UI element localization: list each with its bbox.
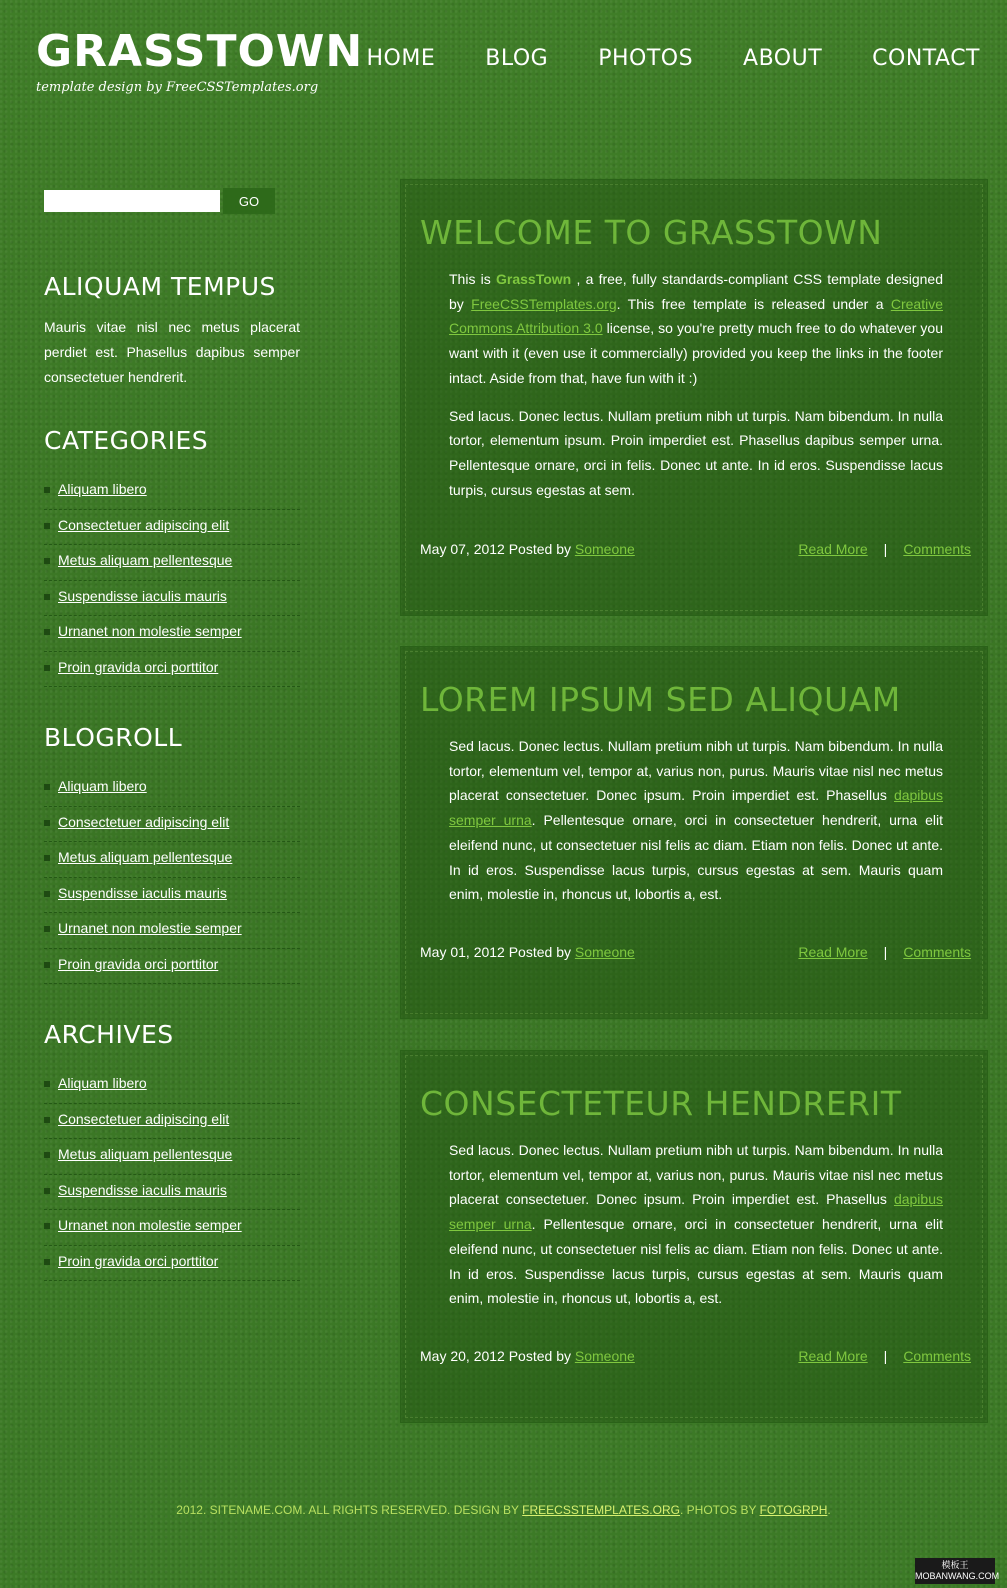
blogroll-link[interactable]: Proin gravida orci porttitor <box>58 955 219 972</box>
site-subtitle: template design by FreeCSSTemplates.org <box>36 80 319 95</box>
post-title[interactable]: LOREM IPSUM SED ALIQUAM <box>420 680 901 719</box>
post-links <box>798 541 971 557</box>
footer-design-link[interactable]: FREECSSTEMPLATES.ORG <box>522 1503 680 1517</box>
logo[interactable] <box>36 26 363 95</box>
archive-link[interactable]: Metus aliquam pellentesque <box>58 1146 233 1162</box>
post-text: This is <box>449 271 497 287</box>
separator: | <box>883 541 888 557</box>
list-item <box>44 582 300 617</box>
read-more-link[interactable]: Read More <box>798 944 868 960</box>
list-item <box>44 653 300 688</box>
separator: | <box>883 1348 888 1364</box>
list-item <box>44 1211 300 1246</box>
post-date: May 07, 2012 Posted by <box>420 541 575 557</box>
comments-link[interactable]: Comments <box>903 1348 971 1364</box>
post <box>400 646 988 1019</box>
comments-link[interactable]: Comments <box>903 944 971 960</box>
about-heading: ALIQUAM TEMPUS <box>44 272 276 301</box>
post-body <box>449 267 943 515</box>
post-meta <box>420 944 635 960</box>
post-links <box>798 1348 971 1364</box>
categories-list <box>44 475 300 687</box>
post-paragraph <box>449 1138 943 1311</box>
nav-about[interactable]: ABOUT <box>743 46 823 71</box>
archive-link[interactable]: Urnanet non molestie semper <box>58 1217 242 1233</box>
nav-photos[interactable]: PHOTOS <box>598 46 694 71</box>
dapibus-link[interactable]: dapibus semper urna <box>449 787 943 829</box>
about-text: Mauris vitae nisl nec metus placerat perdiet est. Phasellus dapibus semper consectetuer hendrerit. <box>44 319 300 385</box>
list-item <box>44 617 300 652</box>
main-nav <box>317 46 981 71</box>
freecsstemplates-link[interactable]: FreeCSSTemplates.org <box>471 295 617 312</box>
list-item <box>44 808 300 843</box>
separator: | <box>883 944 888 960</box>
list-item <box>44 1247 300 1282</box>
post-text: Sed lacus. Donec lectus. Nullam pretium nibh ut turpis. Nam bibendum. In nulla tortor, elementum vel, tempor at, varius non, purus. Mauris vitae nisl nec metus placerat consectetuer. Donec ipsum. Proin imperdiet est. Phasellus <box>449 1142 943 1208</box>
post <box>400 179 988 616</box>
watermark-badge <box>915 1558 1000 1584</box>
list-item <box>44 1069 300 1104</box>
search-input[interactable] <box>44 190 220 212</box>
blogroll-link[interactable]: Urnanet non molestie semper <box>58 920 242 936</box>
blogroll-link[interactable]: Suspendisse iaculis mauris <box>58 884 227 901</box>
archive-link[interactable]: Suspendisse iaculis mauris <box>58 1181 227 1198</box>
post-paragraph: Sed lacus. Donec lectus. Nullam pretium nibh ut turpis. Nam bibendum. In nulla tortor, elementum ipsum. Proin imperdiet est. Phasellus dapibus semper urna. Pellentesque ornare, orci in felis. Donec ut ante. In id eros. Suspendisse lacus turpis, cursus egestas at sem. <box>449 407 943 498</box>
list-item <box>44 1176 300 1211</box>
category-link[interactable]: Aliquam libero <box>58 481 147 497</box>
read-more-link[interactable]: Read More <box>798 541 868 557</box>
blogroll-heading: BLOGROLL <box>44 723 183 752</box>
archives-heading: ARCHIVES <box>44 1020 174 1049</box>
category-link[interactable]: Proin gravida orci porttitor <box>58 658 219 675</box>
badge-line: 模板王 <box>941 1560 969 1570</box>
footer-text: . <box>827 1503 831 1517</box>
archives-list <box>44 1069 300 1281</box>
nav-blog[interactable]: BLOG <box>485 46 549 71</box>
categories-heading: CATEGORIES <box>44 426 209 455</box>
brand-name: GrassTown <box>496 271 572 287</box>
list-item <box>44 879 300 914</box>
nav-contact[interactable]: CONTACT <box>872 46 980 71</box>
author-link[interactable]: Someone <box>574 541 635 557</box>
post-title[interactable]: CONSECTETEUR HENDRERIT <box>420 1084 902 1123</box>
archive-link[interactable]: Proin gravida orci porttitor <box>58 1252 219 1269</box>
footer-text: 2012. SITENAME.COM. ALL RIGHTS RESERVED. DESIGN BY <box>176 1503 523 1517</box>
category-link[interactable]: Urnanet non molestie semper <box>58 623 242 639</box>
sidebar <box>44 188 300 1282</box>
read-more-link[interactable]: Read More <box>798 1348 868 1364</box>
post-meta <box>420 541 635 557</box>
footer <box>0 1503 1007 1517</box>
archive-link[interactable]: Consectetuer adipiscing elit <box>58 1110 230 1127</box>
nav-home[interactable]: HOME <box>366 46 436 71</box>
post <box>400 1050 988 1423</box>
category-link[interactable]: Suspendisse iaculis mauris <box>58 587 227 604</box>
post-text: Sed lacus. Donec lectus. Nullam pretium nibh ut turpis. Nam bibendum. In nulla tortor, elementum vel, tempor at, varius non, purus. Mauris vitae nisl nec metus placerat consectetuer. Donec ipsum. Proin imperdiet est. Phasellus <box>449 738 943 804</box>
dapibus-link[interactable]: dapibus semper urna <box>449 1191 943 1233</box>
list-item <box>44 546 300 581</box>
blogroll-link[interactable]: Consectetuer adipiscing elit <box>58 813 230 830</box>
list-item <box>44 843 300 878</box>
comments-link[interactable]: Comments <box>903 541 971 557</box>
post-body <box>449 734 943 920</box>
list-item <box>44 772 300 807</box>
list-item <box>44 511 300 546</box>
author-link[interactable]: Someone <box>574 1348 635 1364</box>
blogroll-link[interactable]: Metus aliquam pellentesque <box>58 849 233 865</box>
post-body <box>449 1138 943 1324</box>
post-text: . Pellentesque ornare, orci in consectetuer hendrerit, urna elit eleifend nunc, ut consectetuer nisl felis ac diam. Etiam non felis. Donec ut ante. In id eros. Suspendisse lacus turpis, cursus egestas at sem. Mauris quam enim, molestie in, rhoncus ut, lobortis a, est. <box>449 812 943 903</box>
search-button[interactable]: GO <box>223 188 275 214</box>
post-date: May 20, 2012 Posted by <box>420 1348 575 1364</box>
post-meta <box>420 1348 635 1364</box>
search-form <box>44 188 300 214</box>
site-title[interactable]: GRASSTOWN <box>36 26 364 77</box>
category-link[interactable]: Metus aliquam pellentesque <box>58 552 233 568</box>
list-item <box>44 950 300 985</box>
post-date: May 01, 2012 Posted by <box>420 944 575 960</box>
badge-line: MOBANWANG.COM <box>915 1571 1000 1581</box>
list-item <box>44 1140 300 1175</box>
post-text: , a free, fully standards-compliant CSS template designed by <box>449 271 943 312</box>
post-paragraph <box>449 267 943 391</box>
post-text: . Pellentesque ornare, orci in consectetuer hendrerit, urna elit eleifend nunc, ut consectetuer nisl felis ac diam. Etiam non felis. Donec ut ante. In id eros. Suspendisse lacus turpis, cursus egestas at sem. Mauris quam enim, molestie in, rhoncus ut, lobortis a, est. <box>449 1216 943 1307</box>
footer-text: . PHOTOS BY <box>679 1503 760 1517</box>
post-title[interactable]: WELCOME TO GRASSTOWN <box>420 213 883 252</box>
list-item <box>44 1105 300 1140</box>
post-text: . This free template is released under a <box>616 295 891 312</box>
list-item <box>44 475 300 510</box>
archive-link[interactable]: Aliquam libero <box>58 1075 147 1091</box>
blogroll-link[interactable]: Aliquam libero <box>58 778 147 794</box>
footer-photos-link[interactable]: FOTOGRPH <box>759 1503 828 1517</box>
author-link[interactable]: Someone <box>574 944 635 960</box>
category-link[interactable]: Consectetuer adipiscing elit <box>58 516 230 533</box>
post-links <box>798 944 971 960</box>
license-link[interactable]: Creative Commons Attribution 3.0 <box>449 295 943 337</box>
list-item <box>44 914 300 949</box>
blogroll-list <box>44 772 300 984</box>
post-paragraph <box>449 734 943 907</box>
post-text: license, so you're pretty much free to do whatever you want with it (even use it commercially) provided you keep the links in the footer intact. Aside from that, have fun with it :) <box>449 320 944 386</box>
